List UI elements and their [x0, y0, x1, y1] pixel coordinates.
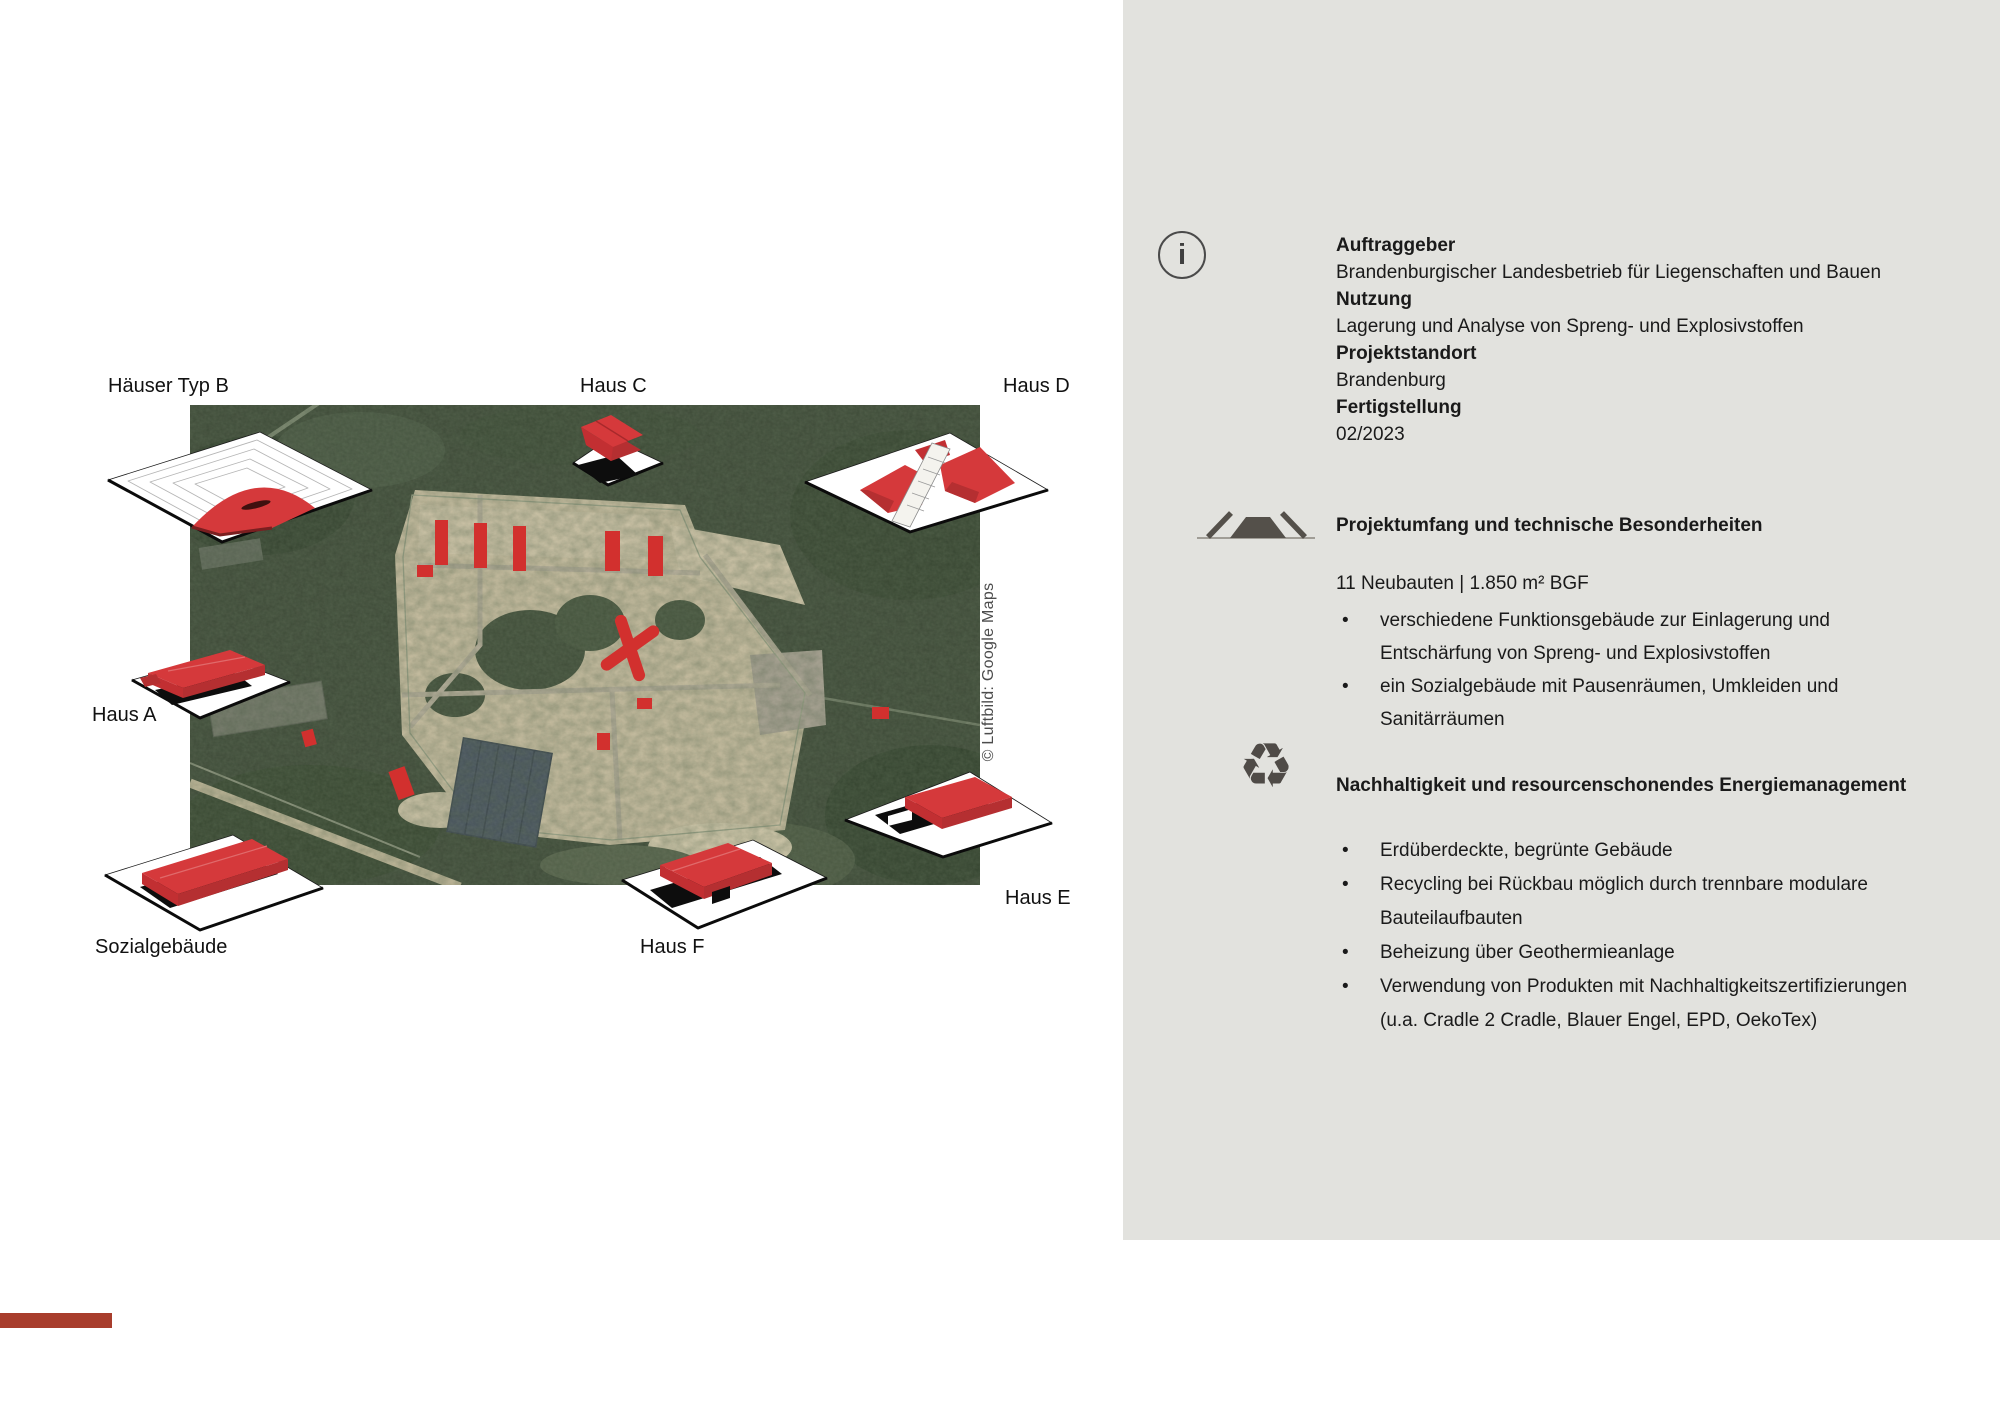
sustainability-section-title: Nachhaltigkeit und resourcenschonendes Energiemanagement: [1336, 775, 1907, 796]
scope-section-title: Projektumfang und technische Besonderheiten: [1336, 515, 1763, 536]
sustainability-bullet: • Recycling bei Rückbau möglich durch trennbare modulare Bauteilaufbauten: [1336, 868, 1916, 936]
sustainability-bullet: • Verwendung von Produkten mit Nachhaltigkeitszertifizierungen (u.a. Cradle 2 Cradle, Blauer Engel, EPD, OekoTex): [1336, 970, 1916, 1038]
callout-label-haus-d: Haus D: [1003, 375, 1070, 397]
callout-label-haus-f: Haus F: [640, 936, 705, 958]
embankment-icon: [1194, 508, 1318, 544]
sustainability-bullet-list: [1336, 834, 1916, 1038]
fact-value: Brandenburg: [1336, 370, 1446, 391]
recycling-icon: ♻: [1238, 729, 1294, 802]
fact-value: Brandenburgischer Landesbetrieb für Liegenschaften und Bauen: [1336, 262, 1882, 283]
scope-bullet: • verschiedene Funktionsgebäude zur Einlagerung und Entschärfung von Spreng- und Explosivstoffen: [1336, 604, 1916, 670]
fact-label: Auftraggeber: [1336, 235, 1456, 256]
callout-label-haus-c: Haus C: [580, 375, 647, 397]
fact-label: Projektstandort: [1336, 343, 1477, 364]
fact-label: Fertigstellung: [1336, 397, 1462, 418]
footer-accent-bar: [0, 1313, 112, 1328]
photo-credit: © Luftbild: Google Maps: [980, 582, 997, 762]
callout-label-sozialgebaeude: Sozialgebäude: [95, 936, 228, 958]
callout-label-haus-a: Haus A: [92, 704, 157, 726]
callout-label-haeuser-typ-b: Häuser Typ B: [108, 375, 229, 397]
scope-intro: 11 Neubauten | 1.850 m² BGF: [1336, 573, 1589, 594]
scope-bullet: • ein Sozialgebäude mit Pausenräumen, Umkleiden und Sanitärräumen: [1336, 670, 1916, 736]
site-plan-figure: [60, 395, 1120, 960]
sustainability-bullet: • Erdüberdeckte, begrünte Gebäude: [1336, 834, 1916, 868]
sustainability-bullet: • Beheizung über Geothermieanlage: [1336, 936, 1916, 970]
fact-value: 02/2023: [1336, 424, 1405, 445]
fact-label: Nutzung: [1336, 289, 1412, 310]
callout-label-haus-e: Haus E: [1005, 887, 1071, 909]
fact-value: Lagerung und Analyse von Spreng- und Explosivstoffen: [1336, 316, 1804, 337]
project-facts: [1336, 232, 1896, 448]
info-icon: i: [1158, 231, 1206, 279]
scope-bullet-list: [1336, 604, 1916, 736]
